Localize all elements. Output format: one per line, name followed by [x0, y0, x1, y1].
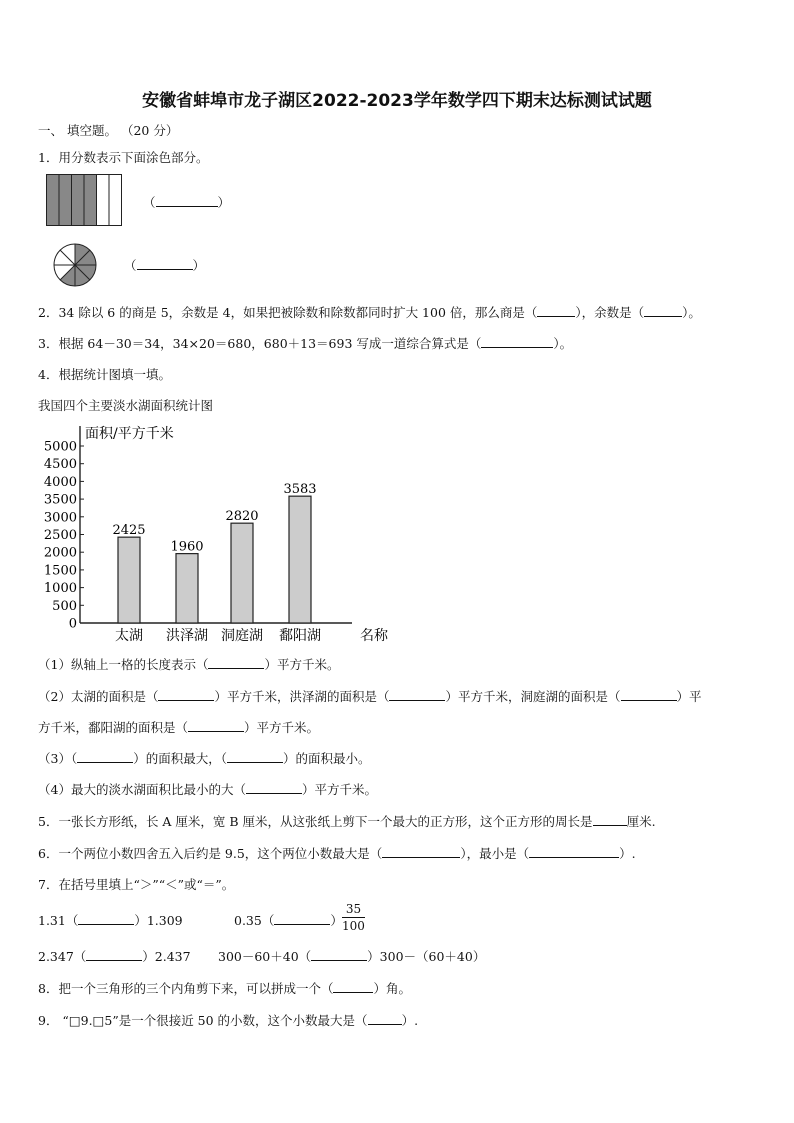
answer-blank[interactable] — [389, 688, 445, 701]
question-7: 7．在括号里填上“＞”“＜”或“＝”。 — [38, 877, 235, 892]
answer-blank-circle[interactable]: （ ） — [124, 258, 206, 273]
y-tick-label: 3000 — [43, 510, 77, 526]
answer-blank[interactable] — [158, 688, 214, 701]
data-label: 2425 — [112, 523, 146, 539]
y-tick-label: 4000 — [43, 474, 77, 490]
answer-blank[interactable] — [188, 719, 244, 732]
answer-blank[interactable] — [481, 335, 553, 348]
y-tick-label: 0 — [68, 616, 77, 632]
question-4-3: （3）（ ）的面积最大，（ ）的面积最小。 — [38, 751, 371, 766]
bar — [231, 523, 253, 623]
shaded-rectangle-figure — [46, 174, 124, 226]
question-4-1: （1）纵轴上一格的长度表示（ ）平方千米。 — [38, 657, 340, 672]
question-4-4: （4）最大的淡水湖面积比最小的大（ ）平方千米。 — [38, 782, 377, 797]
question-6: 6．一个两位小数四舍五入后约是 9.5，这个两位小数最大是（ ），最小是（ ）. — [38, 846, 636, 861]
compare-4: 300－60＋40（ ）300－（60＋40） — [218, 949, 486, 964]
question-2: 2．34 除以 6 的商是 5，余数是 4，如果把被除数和除数都同时扩大 100 倍，那么商是（ ），余数是（ ）。 — [38, 305, 701, 320]
compare-2: 0.35（ ） — [234, 913, 343, 928]
question-4: 4．根据统计图填一填。 — [38, 367, 171, 382]
question-4-2: （2）太湖的面积是（ ）平方千米，洪泽湖的面积是（ ）平方千米，洞庭湖的面积是（ ）平 — [38, 689, 702, 704]
data-label: 2820 — [225, 509, 259, 525]
y-axis-label: 面积/平方千米 — [85, 426, 174, 442]
answer-blank[interactable] — [78, 912, 134, 925]
answer-blank[interactable] — [274, 912, 330, 925]
x-axis-label: 名称 — [360, 628, 388, 644]
compare-3: 2.347（ ）2.437 — [38, 949, 191, 964]
data-label: 3583 — [283, 482, 317, 498]
category-label: 洪泽湖 — [166, 628, 208, 644]
y-tick-label: 1500 — [43, 563, 77, 579]
y-tick-label: 500 — [52, 598, 77, 614]
question-3: 3．根据 64－30＝34，34×20＝680，680＋13＝693 写成一道综合算式是（ ）。 — [38, 336, 573, 351]
bar — [118, 537, 140, 623]
fraction-denominator: 100 — [342, 919, 365, 933]
compare-1: 1.31（ ）1.309 — [38, 913, 183, 928]
answer-blank[interactable] — [208, 656, 264, 669]
answer-blank[interactable] — [529, 845, 619, 858]
y-tick-label: 2500 — [43, 528, 77, 543]
y-tick-label: 4500 — [43, 457, 77, 473]
y-tick-label: 1000 — [43, 581, 77, 597]
answer-blank-rectangle[interactable]: （ ） — [143, 195, 231, 210]
fraction-35-100 — [342, 902, 365, 933]
answer-blank[interactable] — [86, 948, 142, 961]
answer-blank[interactable] — [382, 845, 460, 858]
question-8: 8．把一个三角形的三个内角剪下来，可以拼成一个（ ）角。 — [38, 981, 411, 996]
category-label: 太湖 — [115, 628, 143, 644]
fraction-numerator: 35 — [342, 902, 365, 918]
section-heading: 一、 填空题。 （20 分） — [38, 123, 179, 138]
answer-blank[interactable] — [333, 980, 373, 993]
answer-blank[interactable] — [537, 304, 575, 317]
answer-blank[interactable] — [368, 1012, 402, 1025]
data-label: 1960 — [170, 539, 204, 555]
category-label: 洞庭湖 — [221, 628, 263, 644]
question-9: 9． “□9.□5”是一个很接近 50 的小数，这个小数最大是（ ）. — [38, 1013, 419, 1028]
answer-blank[interactable] — [644, 304, 682, 317]
page-title: 安徽省蚌埠市龙子湖区2022-2023学年数学四下期末达标测试试题 — [142, 91, 652, 111]
answer-blank[interactable] — [593, 813, 627, 826]
y-tick-label: 3500 — [43, 492, 77, 508]
answer-blank[interactable] — [621, 688, 677, 701]
lake-area-bar-chart — [32, 418, 402, 650]
y-tick-label: 2000 — [43, 545, 77, 561]
answer-blank[interactable] — [311, 948, 367, 961]
answer-blank[interactable] — [227, 750, 283, 763]
question-1: 1．用分数表示下面涂色部分。 — [38, 150, 209, 165]
question-4-2-cont: 方千米，鄱阳湖的面积是（ ）平方千米。 — [38, 720, 320, 735]
bar — [289, 496, 311, 623]
category-label: 鄱阳湖 — [279, 628, 321, 644]
question-5: 5．一张长方形纸，长 A 厘米，宽 B 厘米，从这张纸上剪下一个最大的正方形，这个正方形的周长是 厘米. — [38, 814, 656, 829]
chart-caption: 我国四个主要淡水湖面积统计图 — [38, 398, 214, 413]
bar — [176, 554, 198, 623]
answer-blank[interactable] — [246, 781, 302, 794]
answer-blank[interactable] — [77, 750, 133, 763]
shaded-circle-figure — [52, 242, 98, 288]
y-tick-label: 5000 — [43, 439, 77, 455]
